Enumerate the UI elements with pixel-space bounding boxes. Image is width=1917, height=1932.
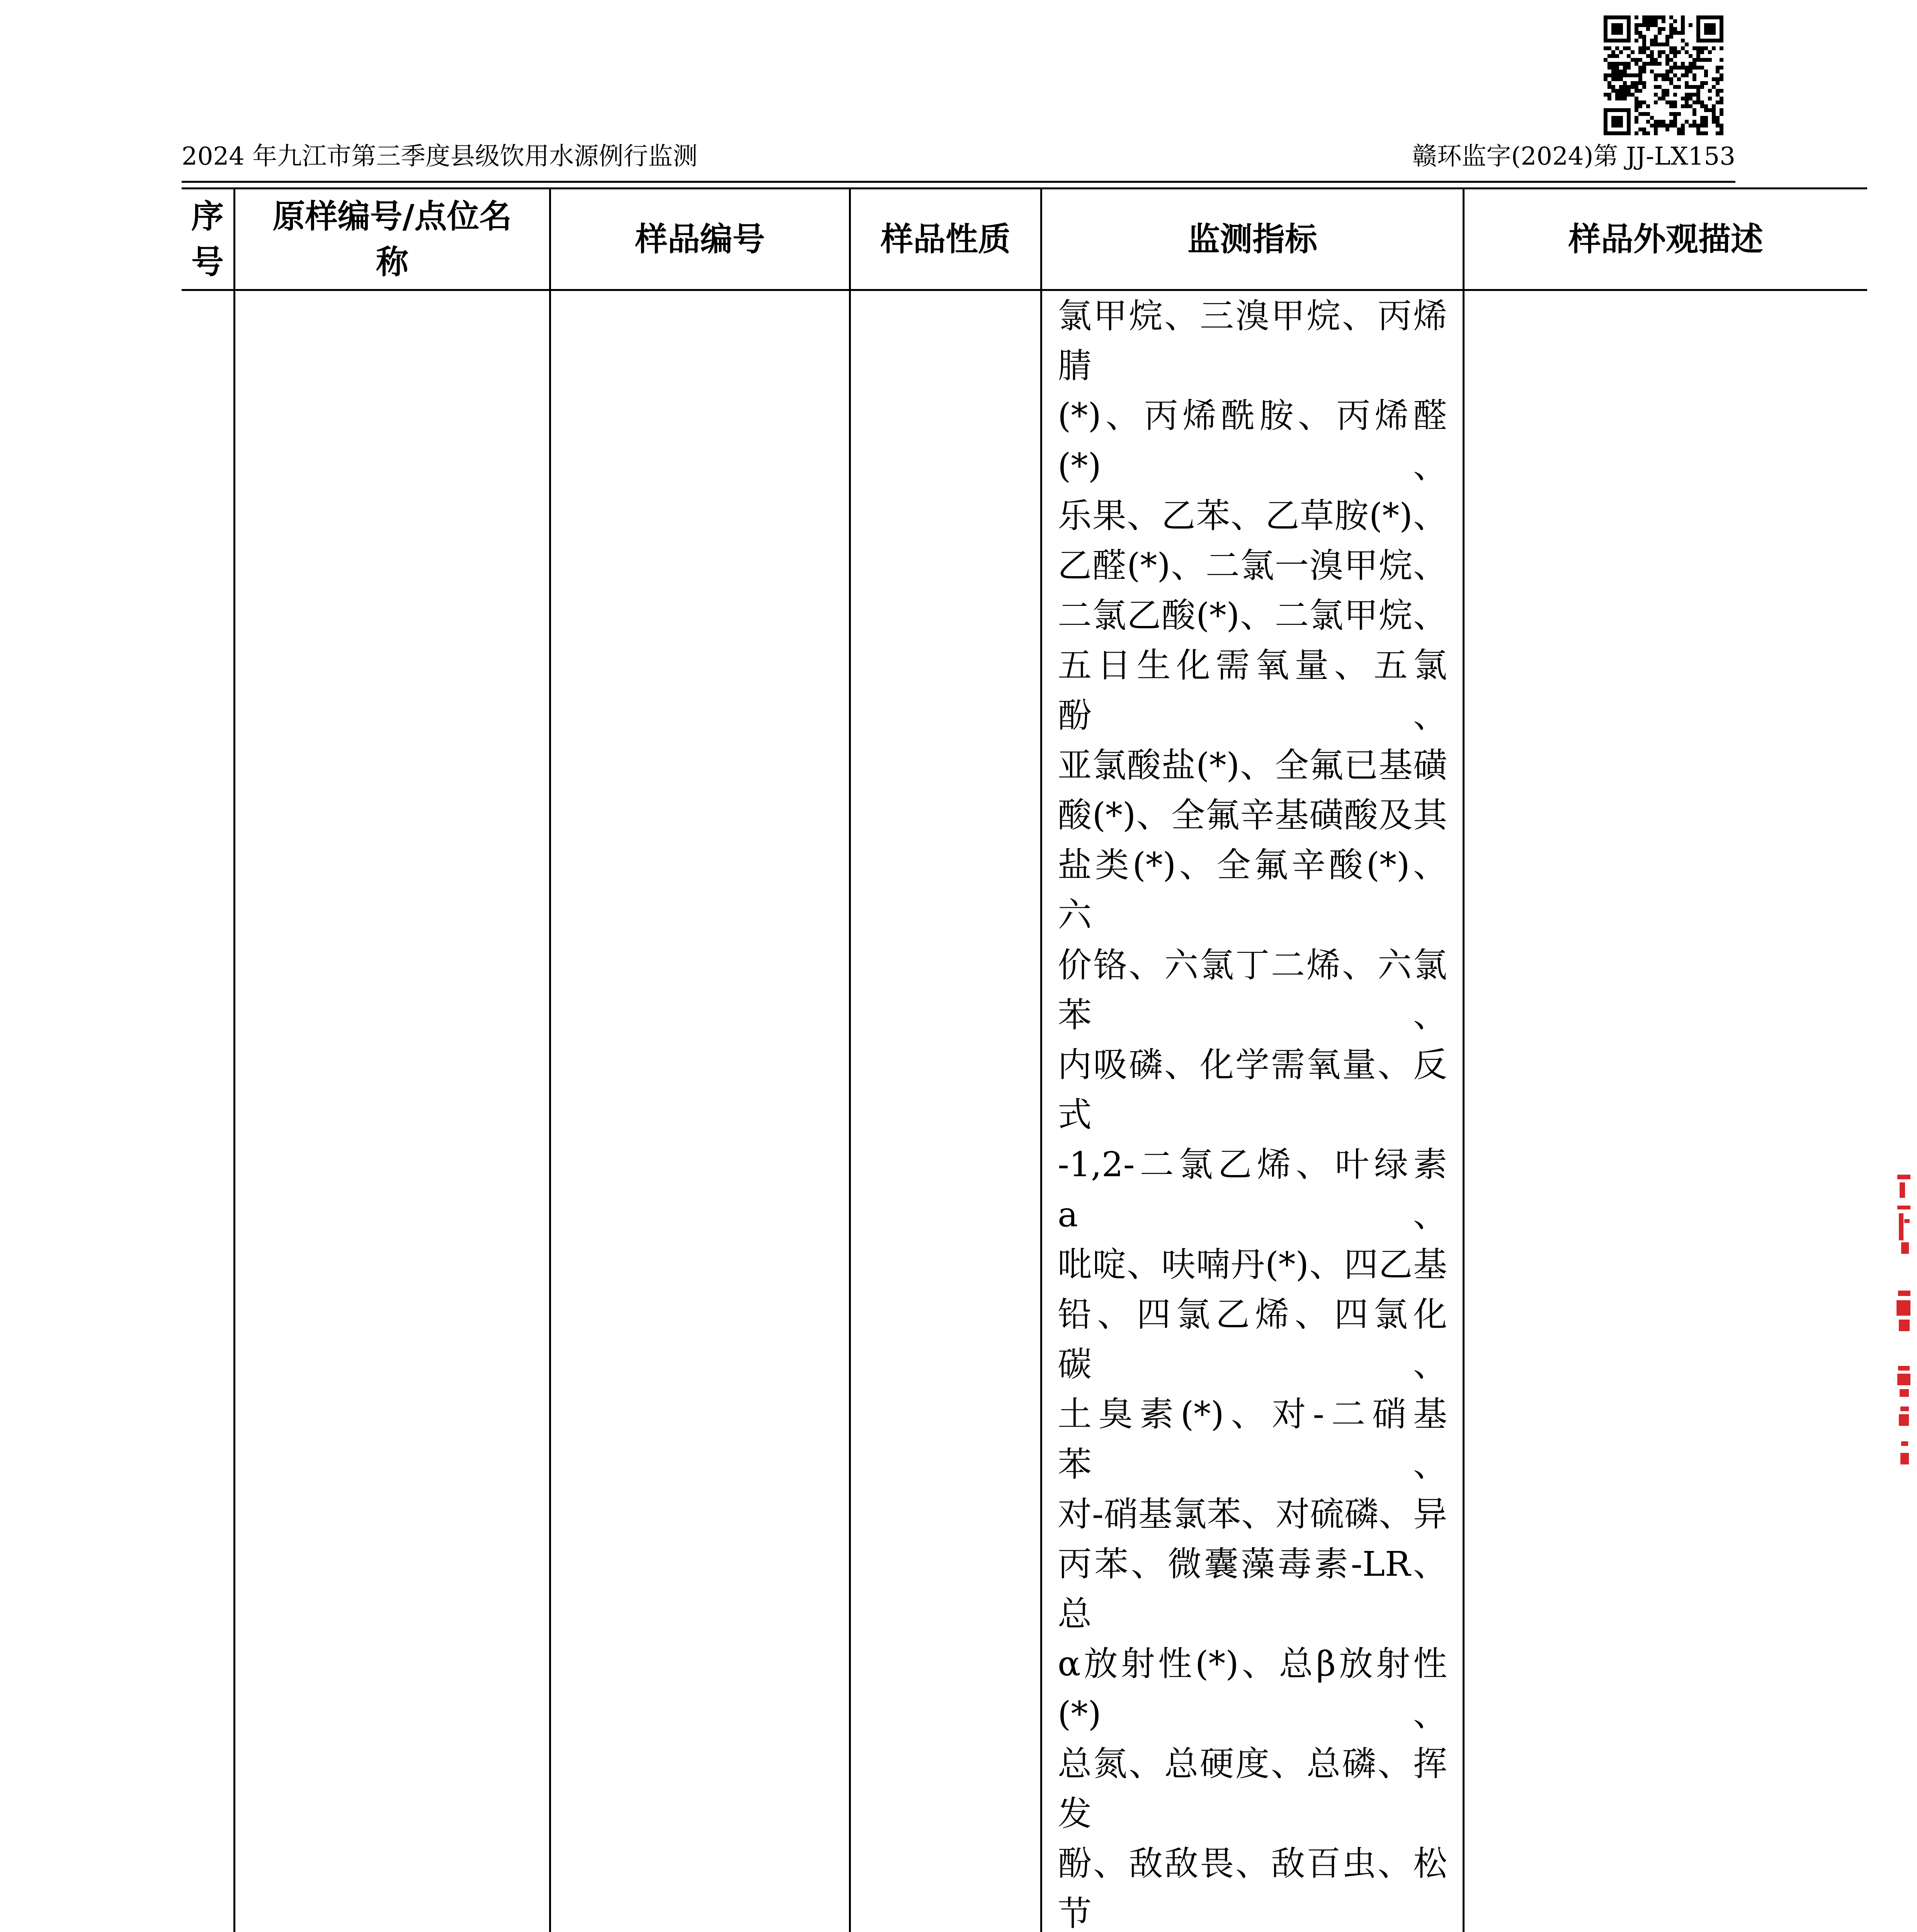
indicator-line: 土臭素(*)、对-二硝基苯、: [1058, 1394, 1448, 1484]
indicator-line: α放射性(*)、总β放射性(*)、: [1058, 1644, 1448, 1734]
indicator-line: 吡啶、呋喃丹(*)、四乙基: [1058, 1244, 1448, 1284]
indicator-line: 丙苯、微囊藻毒素-LR、总: [1058, 1544, 1448, 1634]
column-header-index: 序号: [182, 189, 235, 290]
indicator-line: 总氮、总硬度、总磷、挥发: [1058, 1743, 1448, 1834]
indicator-line: 内吸磷、化学需氧量、反式: [1058, 1045, 1448, 1135]
indicator-line: 乙醛(*)、二氯一溴甲烷、: [1058, 546, 1448, 586]
indicator-line: 酚、敌敌畏、敌百虫、松节: [1058, 1844, 1448, 1932]
indicator-line: 酸(*)、全氟辛基磺酸及其: [1058, 795, 1448, 835]
sample-nature-cell: [850, 290, 1041, 1932]
indicator-line: 氯甲烷、三溴甲烷、丙烯腈: [1058, 296, 1448, 386]
row-index-cell: [182, 290, 235, 1932]
column-header-indicators: 监测指标: [1041, 189, 1464, 290]
indicator-line: 价铬、六氯丁二烯、六氯苯、: [1058, 945, 1448, 1035]
table-header-row: [182, 189, 1867, 290]
indicator-line: 对-硝基氯苯、对硫磷、异: [1058, 1494, 1448, 1534]
sample-id-cell: [550, 290, 850, 1932]
indicator-line: 盐类(*)、全氟辛酸(*)、六: [1058, 845, 1448, 935]
column-header-nature: 样品性质: [850, 189, 1041, 290]
indicator-line: 五日生化需氧量、五氯酚、: [1058, 645, 1448, 735]
report-title: 2024 年九江市第三季度县级饮用水源例行监测: [182, 142, 698, 171]
table-row: [182, 290, 1867, 1932]
site-name-cell: [235, 290, 550, 1932]
indicator-line: 铅、四氯乙烯、四氯化碳、: [1058, 1294, 1448, 1384]
indicator-line: -1,2-二氯乙烯、叶绿素 a、: [1058, 1145, 1448, 1235]
report-number: 赣环监字(2024)第 JJ-LX153: [1412, 142, 1735, 171]
indicator-line: 乐果、乙苯、乙草胺(*)、: [1058, 495, 1448, 536]
indicator-line: 二氯乙酸(*)、二氯甲烷、: [1058, 595, 1448, 636]
column-header-appearance: 样品外观描述: [1464, 189, 1867, 290]
indicator-line: 亚氯酸盐(*)、全氟已基磺: [1058, 745, 1448, 785]
indicator-line: (*)、丙烯酰胺、丙烯醛(*)、: [1058, 396, 1448, 486]
seal-fragment: [1890, 1175, 1913, 1468]
column-header-sample-id: 样品编号: [550, 189, 850, 290]
sample-table: [182, 187, 1867, 1932]
header-divider: [182, 181, 1735, 183]
indicators-cell: [1041, 290, 1464, 1932]
column-header-site: 原样编号/点位名称: [235, 189, 550, 290]
appearance-cell: [1464, 290, 1867, 1932]
qr-code-icon: [1604, 15, 1723, 135]
